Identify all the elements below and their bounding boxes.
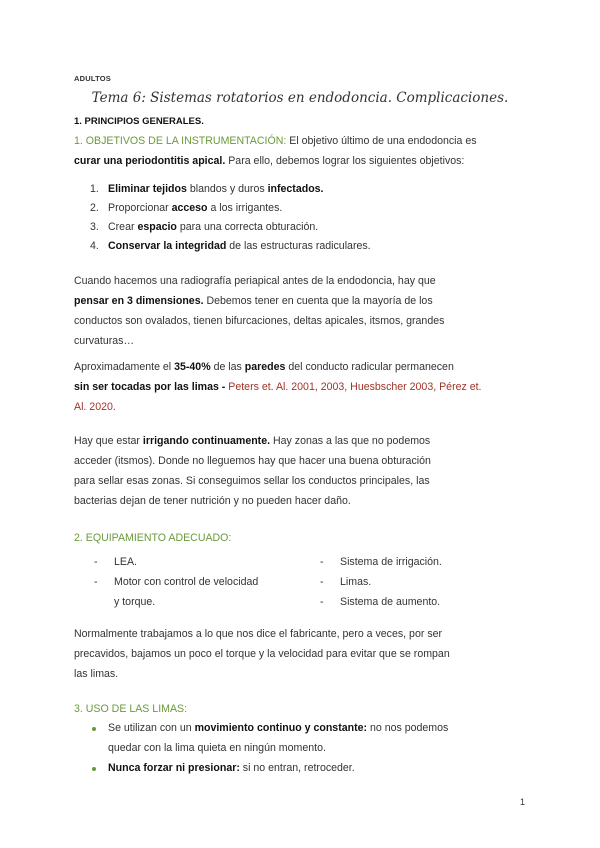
bullet-icon: [92, 767, 96, 771]
paragraph-dimensiones: Cuando hacemos una radiografía periapical antes de la endodoncia, hay que pensar en 3 dimensiones. Debemos tener en cuenta que la mayoría de los conductos son ovalados, tienen bifurcaciones, deltas apicales, itsmos, grandes curvaturas…: [74, 275, 445, 347]
heading-principios: 1. PRINCIPIOS GENERALES.: [74, 116, 204, 127]
equipment-list-right: - Sistema de irrigación. - Limas. - Sistema de aumento.: [320, 556, 442, 608]
heading-uso-limas: 3. USO DE LAS LIMAS:: [74, 703, 188, 715]
paragraph-paredes: Aproximadamente el 35-40% de las paredes del conducto radicular permanecen sin ser tocadas por las limas - Peters et. Al. 2001, 2003, Huesbscher 2003, Pérez et. Al. 2020.: [74, 361, 482, 413]
reference-citation: Peters et. Al. 2001, 2003, Huesbscher 2003, Pérez et.: [225, 381, 482, 393]
section-label: ADULTOS: [74, 74, 111, 83]
objetivos-heading: 1. OBJETIVOS DE LA INSTRUMENTACIÓN:: [74, 135, 287, 147]
page-title: Tema 6: Sistemas rotatorios en endodoncia. Complicaciones.: [91, 90, 509, 106]
objetivos-line2: curar una periodontitis apical. Para ello, debemos lograr los siguientes objetivos:: [74, 155, 465, 167]
bullet-item: Se utilizan con un movimiento continuo y constante: no nos podemos quedar con la lima quieta en ningún momento.: [108, 722, 449, 754]
page-number: 1: [520, 797, 526, 807]
objective-item: 4. Conservar la integridad de las estructuras radiculares.: [90, 240, 371, 252]
objetivos-paragraph: 1. OBJETIVOS DE LA INSTRUMENTACIÓN: El objetivo último de una endodoncia es: [74, 135, 477, 147]
equipment-list-left: - LEA. - Motor con control de velocidad y torque.: [94, 556, 259, 608]
bullet-item: Nunca forzar ni presionar: si no entran, retroceder.: [108, 762, 355, 774]
paragraph-fabricante: Normalmente trabajamos a lo que nos dice el fabricante, pero a veces, por ser precavidos, bajamos un poco el torque y la velocidad para evitar que se rompan las limas.: [74, 628, 450, 680]
bullet-icon: [92, 727, 96, 731]
objective-item: 2. Proporcionar acceso a los irrigantes.: [90, 202, 283, 214]
paragraph-irrigacion: Hay que estar irrigando continuamente. Hay zonas a las que no podemos acceder (itsmos). Donde no lleguemos hay que hacer una buena obturación para sellar esas zonas. Si conseguimos sellar los conductos principales, las bacterias dejan de tener nutrición y no pueden hacer daño.: [74, 435, 431, 507]
heading-equipamiento: 2. EQUIPAMIENTO ADECUADO:: [74, 532, 232, 544]
objective-item: 3. Crear espacio para una correcta obturación.: [90, 221, 319, 233]
objective-item: 1. Eliminar tejidos blandos y duros infectados.: [90, 183, 324, 195]
